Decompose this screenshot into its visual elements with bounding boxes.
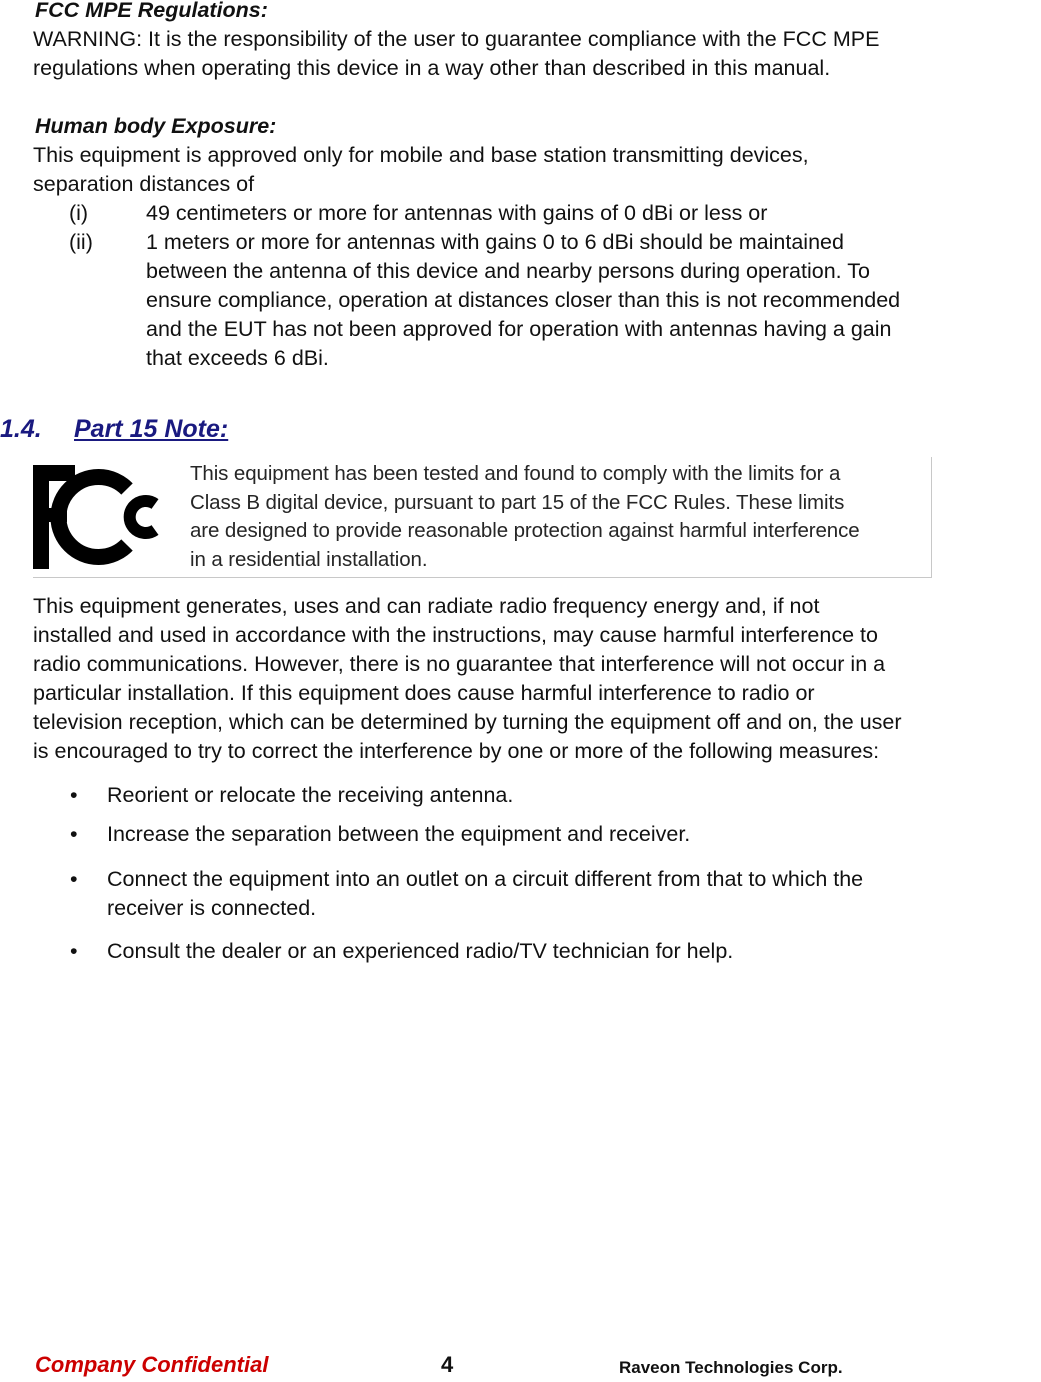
fcc-notice-line: are designed to provide reasonable protection against harmful interference: [190, 519, 860, 543]
measure-item-continued: receiver is connected.: [107, 896, 317, 920]
interference-line: television reception, which can be determined by turning the equipment off and on, the user: [33, 710, 902, 734]
bullet-icon: •: [70, 867, 78, 891]
bullet-icon: •: [70, 783, 78, 807]
fcc-notice-box: [33, 457, 932, 578]
fcc-notice-text: [190, 460, 930, 574]
bullet-icon: •: [70, 939, 78, 963]
interference-line: This equipment generates, uses and can radiate radio frequency energy and, if not: [33, 594, 820, 618]
section-number: 1.4.: [0, 415, 42, 443]
fcc-notice-line: in a residential installation.: [190, 547, 428, 571]
fcc-notice-line: This equipment has been tested and found to comply with the limits for a: [190, 462, 841, 485]
exposure-heading: Human body Exposure:: [35, 114, 277, 138]
list-number: (i): [69, 201, 89, 225]
exposure-intro-line-1: This equipment is approved only for mobile and base station transmitting devices,: [33, 143, 809, 167]
list-item-text: and the EUT has not been approved for operation with antennas having a gain: [146, 317, 892, 341]
list-item-text: that exceeds 6 dBi.: [146, 346, 329, 370]
measure-item: Increase the separation between the equipment and receiver.: [107, 822, 691, 846]
interference-line: is encouraged to try to correct the interference by one or more of the following measures:: [33, 739, 880, 763]
measure-item: Consult the dealer or an experienced radio/TV technician for help.: [107, 939, 734, 963]
list-item-text: ensure compliance, operation at distances closer than this is not recommended: [146, 288, 901, 312]
measure-item: Reorient or relocate the receiving antenna.: [107, 783, 514, 807]
interference-line: radio communications. However, there is no guarantee that interference will not occur in a: [33, 652, 886, 676]
section-title: Part 15 Note:: [74, 415, 229, 443]
list-item-text: 49 centimeters or more for antennas with gains of 0 dBi or less or: [146, 201, 768, 225]
exposure-intro-line-2: separation distances of: [33, 172, 255, 196]
mpe-warning-line-2: regulations when operating this device in a way other than described in this manual.: [33, 56, 831, 80]
interference-line: particular installation. If this equipment does cause harmful interference to radio or: [33, 681, 815, 705]
footer-page-number: 4: [441, 1352, 454, 1377]
mpe-heading: FCC MPE Regulations:: [35, 0, 268, 22]
list-item-text: between the antenna of this device and nearby persons during operation. To: [146, 259, 870, 283]
list-number: (ii): [69, 230, 93, 254]
footer-company: Raveon Technologies Corp.: [619, 1358, 843, 1377]
interference-line: installed and used in accordance with the instructions, may cause harmful interference to: [33, 623, 878, 647]
footer-confidential: Company Confidential: [35, 1352, 269, 1377]
fcc-logo: [33, 461, 167, 573]
list-item-text: 1 meters or more for antennas with gains 0 to 6 dBi should be maintained: [146, 230, 844, 254]
mpe-warning-line-1: WARNING: It is the responsibility of the user to guarantee compliance with the FCC MPE: [33, 27, 880, 51]
bullet-icon: •: [70, 822, 78, 846]
fcc-notice-line: Class B digital device, pursuant to part 15 of the FCC Rules. These limits: [190, 490, 845, 514]
measure-item: Connect the equipment into an outlet on a circuit different from that to which the: [107, 867, 864, 891]
